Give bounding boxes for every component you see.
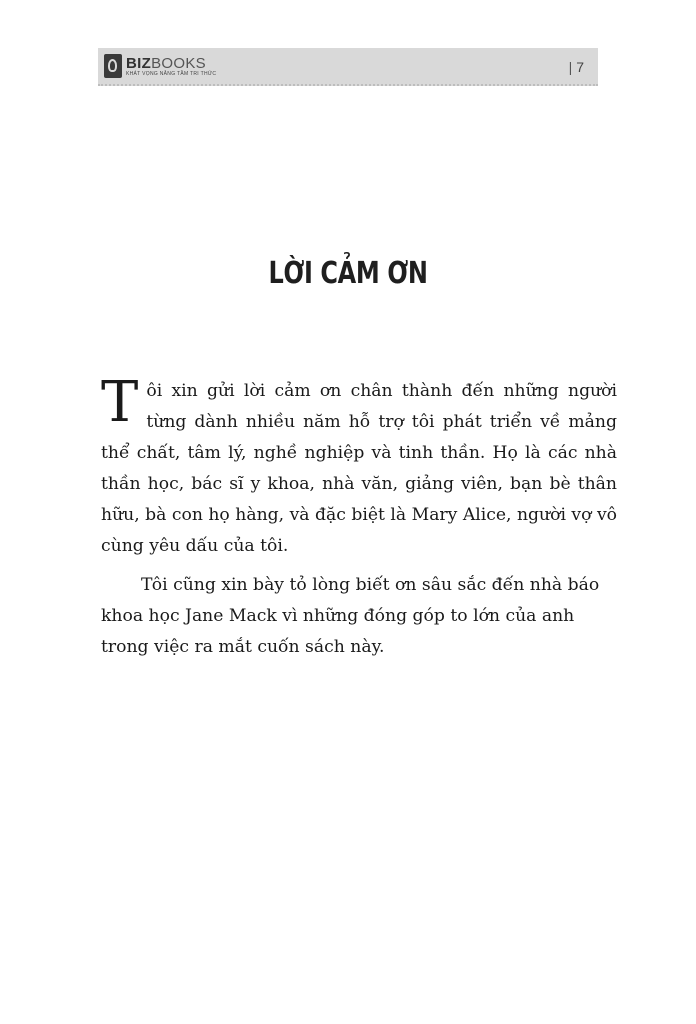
bizbooks-logo-icon (104, 54, 122, 78)
paragraph-1 (101, 370, 617, 562)
drop-cap: T (101, 370, 139, 435)
chapter-title: LỜI CẢM ƠN (268, 256, 428, 291)
logo-tagline: KHÁT VỌNG NÂNG TẦM TRI THỨC (126, 70, 217, 77)
paragraph-1-text: ôi xin gửi lời cảm ơn chân thành đến những người từng dành nhiều năm hỗ trợ tôi phát triển về mảng thể chất, tâm lý, nghề nghiệp và tinh thần. Họ là các nhà thần học, bác sĩ y khoa, nhà văn, giảng viên, bạn bè thân hữu, bà con họ hàng, và đặc biệt là Mary Alice, người vợ vô cùng yêu dấu của tôi. (101, 381, 617, 556)
running-header (98, 48, 598, 86)
body-text (101, 370, 617, 663)
logo-wordmark: BIZBOOKS (126, 54, 206, 72)
page-number (569, 59, 584, 75)
page-number-separator: | (568, 59, 573, 75)
bizbooks-logo (104, 52, 216, 80)
page-number-value: 7 (576, 59, 584, 75)
paragraph-2: Tôi cũng xin bày tỏ lòng biết ơn sâu sắc đến nhà báo khoa học Jane Mack vì những đóng góp to lớn của anh trong việc ra mắt cuốn sách này. (101, 575, 600, 657)
